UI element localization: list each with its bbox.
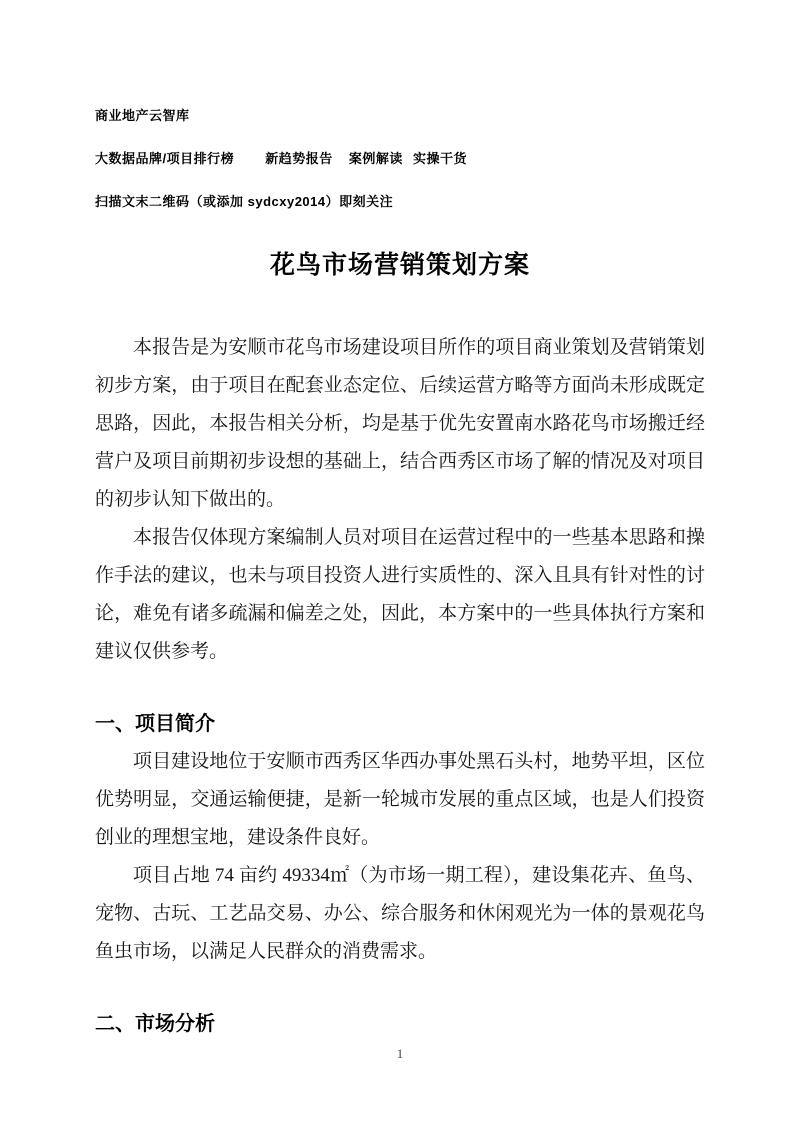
section-1-paragraph-2: 项目占地 74 亩约 49334㎡（为市场一期工程），建设集花卉、鱼鸟、宠物、古玩、工艺品交易、办公、综合服务和休闲观光为一体的景观花鸟鱼虫市场，以满足人民群众的消费需求。: [95, 865, 705, 962]
tagline-item-rankings: 大数据品牌/项目排行榜: [95, 151, 235, 166]
document-title: 花鸟市场营销策划方案: [269, 251, 530, 279]
tagline-item-trend-reports: 新趋势报告: [265, 151, 333, 166]
intro-paragraph-2: 本报告仅体现方案编制人员对项目在运营过程中的一些基本思路和操作手法的建议，也未与项目投资人进行实质性的、深入且具有针对性的讨论，难免有诸多疏漏和偏差之处，因此，本方案中的一些具体执行方案和建议仅供参考。: [95, 527, 705, 662]
section-1-paragraph-1: 项目建设地位于安顺市西秀区华西办事处黑石头村，地势平坦，区位优势明显，交通运输便捷，是新一轮城市发展的重点区域，也是人们投资创业的理想宝地，建设条件良好。: [95, 751, 705, 848]
page-number: 1: [396, 1046, 404, 1061]
tagline-item-case-studies: 案例解读: [348, 151, 403, 166]
tagline-item-practical-tips: 实操干货: [413, 151, 468, 166]
masthead: [95, 107, 705, 211]
section-2-heading: 二、市场分析: [95, 1013, 215, 1035]
section-1-heading: 一、项目简介: [95, 713, 215, 735]
masthead-tagline: [95, 150, 705, 168]
intro-paragraph-1: 本报告是为安顺市花鸟市场建设项目所作的项目商业策划及营销策划初步方案，由于项目在配套业态定位、后续运营方略等方面尚未形成既定思路，因此，本报告相关分析，均是基于优先安置南水路花鸟市场搬迁经营户及项目前期初步设想的基础上，结合西秀区市场了解的情况及对项目的初步认知下做出的。: [95, 337, 705, 510]
masthead-subscribe-note: 扫描文末二维码（或添加 sydcxy2014）即刻关注: [95, 194, 394, 209]
masthead-brand: 商业地产云智库: [95, 108, 190, 123]
